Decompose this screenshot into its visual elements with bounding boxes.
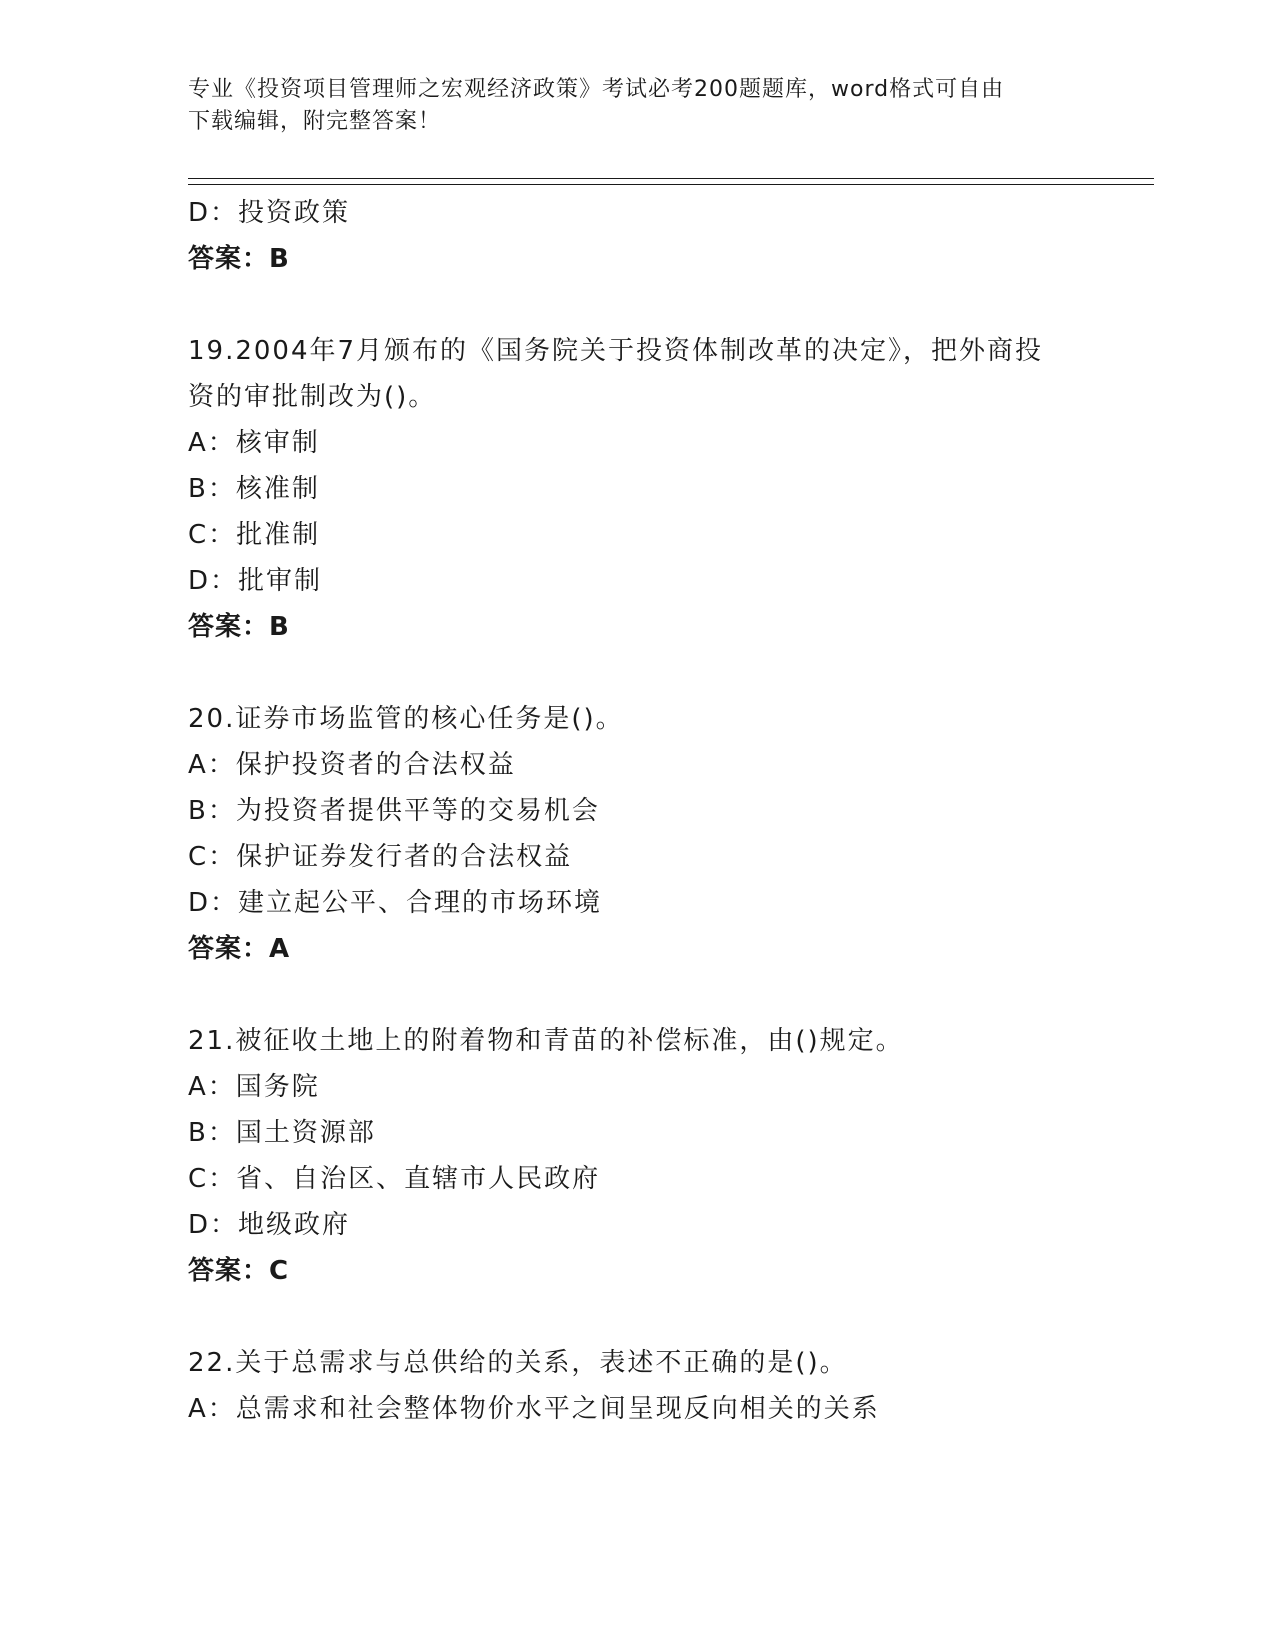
option-d: D：地级政府 [188, 1210, 351, 1240]
header-divider-top [188, 178, 1154, 179]
option-d: D：投资政策 [188, 198, 351, 228]
option-d: D：批审制 [188, 566, 323, 596]
question-block-18-tail [188, 190, 1148, 282]
question-block-20 [188, 696, 1148, 972]
spacer [188, 282, 1148, 328]
answer: 答案：B [188, 244, 290, 274]
spacer [188, 650, 1148, 696]
question-stem: 21.被征收土地上的附着物和青苗的补偿标准，由()规定。 [188, 1026, 904, 1056]
option-a: A：国务院 [188, 1072, 320, 1102]
option-a: A：保护投资者的合法权益 [188, 750, 516, 780]
document-header [188, 74, 1088, 138]
question-block-19 [188, 328, 1148, 650]
header-line-1: 专业《投资项目管理师之宏观经济政策》考试必考200题题库，word格式可自由 [188, 77, 1005, 102]
answer: 答案：C [188, 1256, 290, 1286]
question-stem: 20.证券市场监管的核心任务是()。 [188, 704, 624, 734]
answer: 答案：B [188, 612, 290, 642]
question-list [188, 190, 1148, 1432]
option-c: C：保护证券发行者的合法权益 [188, 842, 573, 872]
option-a: A：总需求和社会整体物价水平之间呈现反向相关的关系 [188, 1394, 880, 1424]
header-line-2: 下载编辑，附完整答案！ [188, 109, 442, 134]
question-stem: 22.关于总需求与总供给的关系，表述不正确的是()。 [188, 1348, 848, 1378]
option-b: B：为投资者提供平等的交易机会 [188, 796, 600, 826]
question-stem: 19.2004年7月颁布的《国务院关于投资体制改革的决定》，把外商投 [188, 336, 1044, 366]
option-d: D：建立起公平、合理的市场环境 [188, 888, 603, 918]
question-block-21 [188, 1018, 1148, 1294]
option-a: A：核审制 [188, 428, 320, 458]
option-b: B：国土资源部 [188, 1118, 376, 1148]
spacer [188, 1294, 1148, 1340]
question-stem-continued: 资的审批制改为()。 [188, 382, 437, 412]
option-c: C：省、自治区、直辖市人民政府 [188, 1164, 601, 1194]
answer: 答案：A [188, 934, 291, 964]
header-divider-bottom [188, 184, 1154, 185]
option-c: C：批准制 [188, 520, 321, 550]
spacer [188, 972, 1148, 1018]
question-block-22 [188, 1340, 1148, 1432]
option-b: B：核准制 [188, 474, 320, 504]
